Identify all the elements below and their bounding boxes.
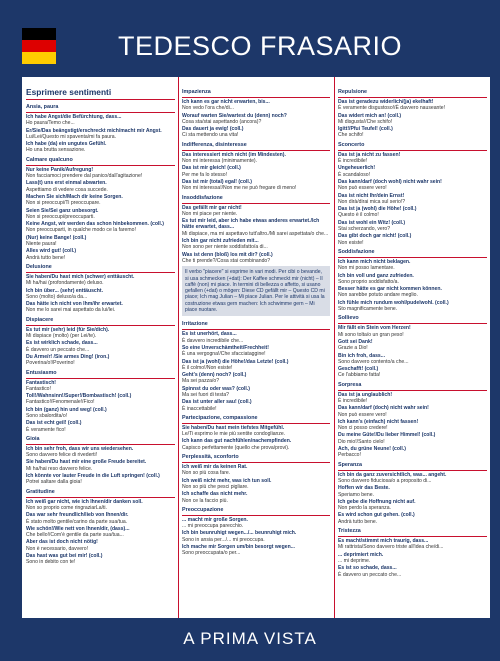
section-title: Entusiasmo <box>26 368 175 379</box>
german-phrase: Ich bin voll und ganz zufrieden. <box>338 272 414 279</box>
german-phrase: Das ist ja unglaublich! <box>338 391 393 398</box>
german-phrase: Sie haben/Du hast mir eine große Freude bereitet. <box>26 459 147 466</box>
italian-translation: Sono davvero felice di rivederti! <box>26 452 98 459</box>
section <box>26 262 175 314</box>
italian-translation: Non ce la faccio più. <box>182 497 228 504</box>
italian-translation: Mi sono tolta/o un gran peso! <box>338 331 404 338</box>
italian-translation: Per me fa lo stesso! <box>182 171 228 178</box>
german-phrase: Das dauert ja ewig! (coll.) <box>182 126 244 133</box>
section <box>338 380 487 459</box>
section <box>182 140 330 192</box>
italian-translation: Mi dispiace (molto) (per Lei/te). <box>26 333 97 340</box>
italian-translation: È davvero un peccato che... <box>338 571 402 578</box>
footer <box>0 618 500 661</box>
italian-translation: Fantastico! <box>26 385 51 392</box>
italian-translation: Ma sei fuori di testa? <box>182 391 229 398</box>
section-title: Insoddisfazione <box>182 193 330 204</box>
italian-translation: Non facciamoci prendere dal panico/dall'agitazione! <box>26 173 143 180</box>
german-phrase: Ich kann es gar nicht erwarten, bis... <box>182 99 270 105</box>
italian-translation: Non si preoccupi/Ti preoccupare. <box>26 200 101 207</box>
german-phrase: Es tut mir leid, aber ich habe etwas anderes erwartet./Ich hätte erwartet, dass... <box>182 218 320 231</box>
german-phrase: Das ist nicht Ihr/dein Ernst! <box>338 192 405 199</box>
section <box>338 77 487 139</box>
german-phrase: Ich fühle mich rundum wohl/pudelwohl. (coll.) <box>338 299 449 306</box>
section-title: Impazienza <box>182 77 330 98</box>
italian-translation: Che bello!/Com'è gentile da parte sua/tua... <box>26 532 124 539</box>
italian-translation: Non dirà/dirai mica sul serio!? <box>338 198 406 205</box>
italian-translation: Perbacco! <box>338 452 361 459</box>
section-title: Sconcerto <box>338 140 487 151</box>
german-phrase: Igitt!/Pfui Teufel! (coll.) <box>338 126 393 133</box>
german-phrase: Sie haben/Du hast mein tiefstes Mitgefühl. <box>182 424 285 431</box>
phrasebook-sheet <box>22 77 490 618</box>
german-phrase: Nur keine Panik/Aufregung! <box>26 166 94 173</box>
page-title: TEDESCO FRASARIO <box>118 31 403 61</box>
italian-translation: Non mi interessa (minimamente). <box>182 158 258 165</box>
german-phrase: Es ist so schade, dass... <box>338 565 397 572</box>
italian-translation: Le/Ti esprimo le mie più sentite condoglianze. <box>182 431 286 438</box>
italian-translation: Mi rattrista/Sono davvero triste all'idea che/di... <box>338 544 444 551</box>
italian-translation: Ci sta mettendo una vita! <box>182 132 239 139</box>
german-phrase: Das hätte ich nicht von Ihm/ihr erwartet. <box>26 301 123 308</box>
german-phrase: Das kann/darf (doch) nicht wahr sein! <box>338 405 429 412</box>
italian-translation: Sono in debito con te! <box>26 559 76 566</box>
german-phrase: Das ist mir (total) egal! (coll.) <box>182 178 252 185</box>
german-phrase: Das gefällt mir gar nicht! <box>182 204 242 211</box>
section <box>338 313 487 378</box>
italian-translation: Ma sei pazza/o? <box>182 378 220 385</box>
italian-translation: Non so proprio come ringraziarLa/ti. <box>26 504 107 511</box>
italian-translation: Sto magnificamente bene. <box>338 306 398 313</box>
series-name: A PRIMA VISTA <box>183 629 317 648</box>
italian-translation: Fantastico!/Fenomenale!/Fico! <box>26 399 95 406</box>
section-title: Delusione <box>26 262 175 273</box>
german-phrase: Es ist unerhört, dass... <box>182 331 237 338</box>
german-phrase: Ungeheuerlich! <box>338 165 376 172</box>
german-phrase: Ich kann's (einfach) nicht fassen! <box>338 418 419 425</box>
german-phrase: Ich bin über... (sehr) enttäuscht. <box>26 287 103 294</box>
flag-stripe-black <box>22 28 56 40</box>
section-title: Partecipazione, compassione <box>182 413 330 424</box>
german-phrase: Ich bin sehr froh, dass wir uns wiedersehen. <box>26 445 134 452</box>
section-title: Indifferenza, disinteresse <box>182 140 330 151</box>
german-phrase: Alles wird gut! (coll.) <box>26 248 77 255</box>
german-phrase: Besser hätte es gar nicht kommen können. <box>338 286 442 293</box>
section <box>26 102 175 154</box>
section <box>26 487 175 566</box>
german-phrase: Es macht/stimmt mich traurig, dass... <box>338 538 429 545</box>
german-phrase: Das interessiert mich nicht (im Mindesten). <box>182 151 286 158</box>
german-phrase: Seien Sie/Sei ganz unbesorgt. <box>26 207 99 214</box>
section <box>338 460 487 525</box>
italian-translation: Non si preoccupi/preoccuparti. <box>26 213 95 220</box>
italian-translation: Non ci posso credere! <box>338 425 388 432</box>
italian-translation: Stai scherzando, vero? <box>338 226 391 233</box>
german-phrase: Wie schön!/Wie nett von Ihnen/dir, (dass)... <box>26 525 130 532</box>
italian-translation: È veramente fico! <box>26 426 66 433</box>
column-1-content <box>26 102 175 566</box>
italian-translation: ... mi preoccupa parecchio. <box>182 523 244 530</box>
italian-translation: Sono preoccupata/o per... <box>182 550 241 557</box>
section-title: Speranza <box>338 460 487 471</box>
italian-translation: Non sono per niente soddisfatto/a di... <box>182 244 268 251</box>
italian-translation: Non mi posso lamentare. <box>338 265 395 272</box>
italian-translation: È davvero un peccato che... <box>26 346 90 353</box>
header <box>0 0 500 74</box>
german-phrase: Ich bin (ganz) hin und weg! (coll.) <box>26 406 107 413</box>
italian-translation: Mi dispiace, ma mi aspettavo tutt'altro./Mi sarei aspettata/o che... <box>182 230 329 237</box>
section-title: Sollievo <box>338 313 487 324</box>
german-phrase: Ich kann das gut nachfühlen/nachempfinden. <box>182 438 292 445</box>
italian-translation: Non perdo la speranza. <box>338 505 391 512</box>
italian-translation: Cosa sta/stai aspettando (ancora)? <box>182 118 262 125</box>
german-phrase: Das hast was gut bei mir! (coll.) <box>26 553 103 560</box>
italian-translation: È veramente disgustoso!/È davvero nauseante! <box>338 105 446 112</box>
german-phrase: Das ist ja (wohl) die Höhe!/das Letzte! (coll.) <box>182 358 289 365</box>
german-phrase: Spinnst du oder was? (coll.) <box>182 385 250 392</box>
german-phrase: Das widert mich an! (coll.) <box>338 112 402 119</box>
section <box>26 155 175 261</box>
german-phrase: Machen Sie sich/Mach dir keine Sorgen. <box>26 193 123 200</box>
german-phrase: Ich mache mir Sorgen um/bin besorgt wegen... <box>182 544 295 551</box>
section <box>26 368 175 433</box>
german-phrase: Das ist wohl ein Witz! (coll.) <box>338 219 406 226</box>
section-title: Irritazione <box>182 319 330 330</box>
german-phrase: Ich weiß nicht mehr, was ich tun soll. <box>182 477 272 484</box>
italian-translation: Che schifo! <box>338 132 364 139</box>
italian-translation: ... mi deprime. <box>338 557 371 564</box>
italian-translation: Sono davvero fiduciosa/o a proposito di... <box>338 477 432 484</box>
section-title: Preoccupazione <box>182 505 330 516</box>
italian-translation: Mi ha/hai reso davvero felice. <box>26 465 93 472</box>
german-phrase: Das ist ja (wohl) die Höhe! (coll.) <box>338 206 417 213</box>
german-phrase: Mir fällt ein Stein vom Herzen! <box>338 325 411 332</box>
italian-translation: Che ti prende?/Cosa stai combinando? <box>182 257 271 264</box>
german-phrase: Ich gebe die Hoffnung nicht auf. <box>338 498 416 505</box>
section <box>338 526 487 578</box>
german-phrase: Ich schaffe das nicht mehr. <box>182 491 248 498</box>
section <box>26 315 175 367</box>
german-phrase: Ich habe (da) ein ungutes Gefühl. <box>26 141 107 148</box>
section <box>182 413 330 451</box>
german-phrase: Das ist unter aller sau! (coll.) <box>182 399 252 406</box>
section <box>182 77 330 139</box>
german-phrase: ... macht mir große Sorgen. <box>182 516 248 523</box>
italian-translation: È una vergogna!/Che sfacciataggine! <box>182 351 266 358</box>
section-title: Calmare qualcuno <box>26 155 175 166</box>
italian-translation: È davvero incredibile che... <box>182 337 244 344</box>
italian-translation: È inaccettabile! <box>182 405 217 412</box>
italian-translation: Ho una brutta sensazione. <box>26 147 86 154</box>
german-phrase: Sie haben/Du hast mich (schwer) enttäuscht. <box>26 273 135 280</box>
german-phrase: Geht's (denn) noch? (coll.) <box>182 372 247 379</box>
german-phrase: Geschafft! (coll.) <box>338 366 379 373</box>
column-3-content <box>338 77 487 578</box>
german-phrase: Ich bin da ganz zuversichtlich, was... angeht. <box>338 471 447 478</box>
section <box>182 505 330 557</box>
german-phrase: Was ist denn (bloß) los mit dir? (coll.) <box>182 251 273 258</box>
section <box>182 193 330 265</box>
section <box>338 140 487 246</box>
section <box>182 319 330 412</box>
italian-translation: Questo è il colmo! <box>338 212 379 219</box>
italian-translation: Non può essere vero! <box>338 185 387 192</box>
german-phrase: Bin ich froh, dass... <box>338 352 385 359</box>
german-phrase: Ich kann mich nicht beklagen. <box>338 258 411 265</box>
italian-translation: Non è necessario, davvero! <box>26 545 89 552</box>
german-phrase: Das ist geradezu widerlich/(ja) ekelhaft! <box>338 99 434 105</box>
german-phrase: Worauf warten Sie/wartest du (denn) noch? <box>182 112 287 119</box>
italian-translation: Non so più cosa fare. <box>182 470 231 477</box>
italian-translation: Andrà tutto bene. <box>338 518 378 525</box>
german-phrase: Ich bin gar nicht zufrieden mit... <box>182 238 259 245</box>
grammar-note: Il verbo "piacere" si esprime in vari modi. Per cibi o bevande, si usa schmecken (+dat): Der Kaffee schmeckt mir (nicht) – Il caffè (non) mi piace. In termini di bellezza o affetto, si usano gefallen (+dat) o mögen: Diese CD gefällt mir – Questo CD mi piace; Ich mag Julian – Mi piace Julian. Per le attività si usa la costruzione etwas gern machen: Ich schwimme gern – Mi piace nuotare. <box>182 266 330 316</box>
german-phrase: Das gibt doch gar nicht! (coll.) <box>338 233 412 240</box>
german-phrase: (Nur) keine Bange! (coll.) <box>26 234 87 241</box>
german-phrase: Aber das ist doch nicht nötig! <box>26 539 98 546</box>
italian-translation: Ho paura/Temo che... <box>26 120 75 127</box>
german-phrase: Ich habe Angst/die Befürchtung, dass... <box>26 114 122 120</box>
italian-translation: Andrà tutto bene! <box>26 254 66 261</box>
section-title: Gioia <box>26 434 175 445</box>
italian-translation: È stato molto gentile/carino da parte sua/tua. <box>26 518 128 525</box>
german-phrase: Es wird schon gut gehen. (coll.) <box>338 512 415 519</box>
flag-stripe-gold <box>22 52 56 64</box>
german-phrase: Du Arme/r! /Sie armes Ding! (iron.) <box>26 353 110 360</box>
german-flag-icon <box>22 28 56 64</box>
german-phrase: Das kann/darf (doch wohl) nicht wahr sein! <box>338 178 442 185</box>
german-phrase: Gott sei Dank! <box>338 338 373 345</box>
flag-stripe-red <box>22 40 56 52</box>
section <box>338 247 487 312</box>
italian-translation: È il colmo!/Non esiste! <box>182 364 233 371</box>
italian-translation: Non sarebbe potuto andare meglio. <box>338 292 418 299</box>
italian-translation: Poverina/o!/Poverino! <box>26 360 75 367</box>
german-phrase: Lass(t) uns erst einmal abwarten. <box>26 180 107 187</box>
german-phrase: So eine Unverschämtheit/Frechheit! <box>182 344 269 351</box>
german-phrase: Du meine Güte!/Du lieber Himmel! (coll.) <box>338 432 436 439</box>
section-title: Ansia, paura <box>26 102 175 113</box>
italian-translation: Non me lo sarei mai aspettato da lui/lei. <box>26 307 116 314</box>
italian-translation: Non vedo l'ora che/di... <box>182 105 234 112</box>
column-3 <box>334 77 487 618</box>
german-phrase: Hoffen wir das Beste. <box>338 485 390 492</box>
italian-translation: Non può essere vero! <box>338 411 387 418</box>
section-title: Gratitudine <box>26 487 175 498</box>
italian-translation: Sono davvero contento/a che... <box>338 358 409 365</box>
italian-translation: Non esiste! <box>338 239 364 246</box>
german-phrase: Das ist ja nicht zu fassen! <box>338 151 401 158</box>
italian-translation: Sono in ansia per.../... mi preoccupa. <box>182 536 265 543</box>
german-phrase: Ich bin beunruhigt wegen.../... beunruhigt mich. <box>182 530 297 537</box>
italian-translation: Sono proprio soddisfatto/a. <box>338 278 399 285</box>
german-phrase: Fantastisch! <box>26 379 57 386</box>
italian-translation: Non mi interessa!/Non me ne può fregare di meno! <box>182 185 297 192</box>
italian-translation: Niente paura! <box>26 241 57 248</box>
german-phrase: ... deprimiert mich. <box>338 551 384 558</box>
italian-translation: È incredibile! <box>338 397 368 404</box>
italian-translation: Mi ha/hai (profondamente) deluso. <box>26 280 104 287</box>
german-phrase: Toll!/Wahnsinn!/Super!/Bombastisch! (coll.) <box>26 393 132 400</box>
section <box>182 452 330 504</box>
italian-translation: Non preoccuparti, in qualche modo ce la faremo! <box>26 227 136 234</box>
column-2 <box>178 77 330 618</box>
german-phrase: Das ist echt geil! (coll.) <box>26 420 82 427</box>
german-phrase: Das war sehr freundlich/lieb von Ihnen/dir. <box>26 512 129 519</box>
german-phrase: Es tut mir (sehr) leid (für Sie/dich). <box>26 326 110 333</box>
italian-translation: Sono (molto) deluso/a da... <box>26 293 88 300</box>
section-title: Repulsione <box>338 77 487 98</box>
italian-translation: Dio mio!/Santo cielo! <box>338 438 385 445</box>
column-1 <box>26 77 175 618</box>
german-phrase: Ich könnte vor lauter Freude in die Luft springen! (coll.) <box>26 473 160 480</box>
italian-translation: Grazie a Dio! <box>338 345 368 352</box>
italian-translation: Non mi piace per niente. <box>182 210 238 217</box>
column-2-content <box>182 77 330 557</box>
german-phrase: Keine Angst, wir werden das schon hinbekommen. (coll.) <box>26 221 164 228</box>
italian-translation: È scandaloso! <box>338 171 370 178</box>
section-title: Tristezza <box>338 526 487 537</box>
german-phrase: Das ist mir gleich! (coll.) <box>182 165 241 172</box>
italian-translation: È incredibile! <box>338 158 368 165</box>
italian-translation: Non so più che pesci pigliare. <box>182 483 249 490</box>
italian-translation: Potrei saltare dalla gioia! <box>26 479 82 486</box>
section-title: Soddisfazione <box>338 247 487 258</box>
italian-translation: Sono sbalordita/o! <box>26 412 68 419</box>
section <box>26 434 175 486</box>
section-title: Dispiacere <box>26 315 175 326</box>
italian-translation: Lui/Lei/Questo mi spaventa/mi fa paura. <box>26 133 117 140</box>
german-phrase: Es ist wirklich schade, dass... <box>26 340 98 347</box>
section-title: Perplessità, sconforto <box>182 452 330 463</box>
italian-translation: Ce l'abbiamo fatta! <box>338 372 381 379</box>
german-phrase: Ach, du grüne Neune! (coll.) <box>338 446 406 453</box>
italian-translation: Capisco perfettamente (quello che prova/provi). <box>182 444 290 451</box>
section-title: Sorpresa <box>338 380 487 391</box>
italian-translation: Speriamo bene. <box>338 491 374 498</box>
german-phrase: Ich weiß gar nicht, wie ich Ihnen/dir danken soll. <box>26 498 143 505</box>
main-heading: Esprimere sentimenti <box>26 77 175 100</box>
italian-translation: Mi disgusta!/Che schifo! <box>338 118 393 125</box>
german-phrase: Ich weiß mir da keinen Rat. <box>182 464 248 471</box>
german-phrase: Er/Sie/Das beängstigt/erschreckt mich/macht mir Angst. <box>26 127 162 134</box>
italian-translation: Aspettiamo di vedere cosa succede. <box>26 186 108 193</box>
